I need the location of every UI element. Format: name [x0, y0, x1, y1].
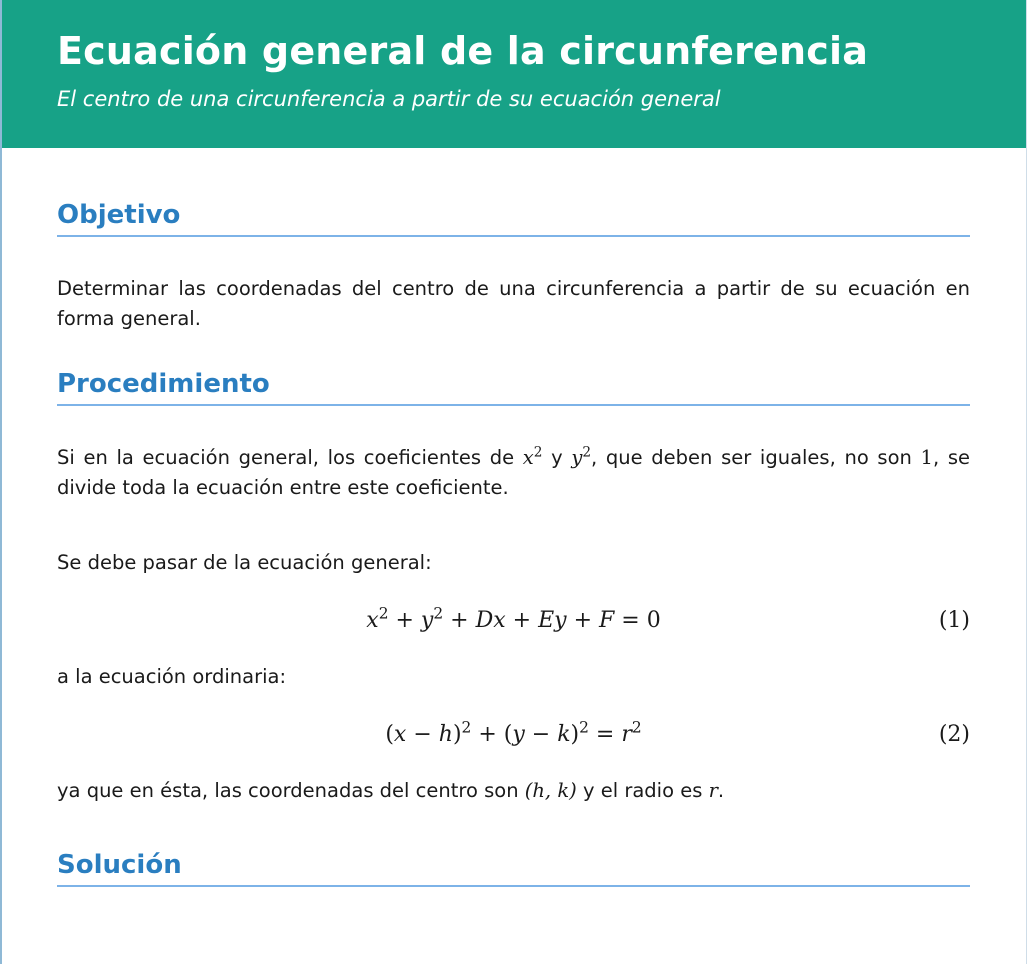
heading-objetivo: Objetivo — [57, 198, 970, 237]
equation-general-body: $x^2 + y^2 + Dx + Ey + F = 0$ — [366, 604, 661, 633]
page-title: Ecuación general de la circunferencia — [57, 29, 869, 73]
equation-number-2: (2) — [938, 722, 970, 747]
equation-number-1: (1) — [938, 608, 970, 633]
procedimiento-paragraph-4: ya que en ésta, las coordenadas del centro son (h, k) y el radio es r. — [57, 779, 725, 802]
procedimiento-paragraph-2: Se debe pasar de la ecuación general: — [57, 551, 432, 574]
heading-solucion: Solución — [57, 848, 970, 887]
equation-ordinaria — [57, 715, 970, 755]
procedimiento-paragraph-1: Si en la ecuación general, los coeficientes de $x^2$ y $y^2$, que deben ser iguales, no son 1, se divide toda la ecuación entre este coeficiente. — [57, 444, 970, 499]
content — [2, 148, 1026, 887]
title-banner — [2, 0, 1026, 148]
equation-general — [57, 601, 970, 641]
heading-procedimiento: Procedimiento — [57, 367, 970, 406]
procedimiento-paragraph-3: a la ecuación ordinaria: — [57, 665, 287, 688]
equation-ordinaria-body: $(x - h)^2 + (y - k)^2 = r^2$ — [385, 718, 642, 747]
page-subtitle: El centro de una circunferencia a partir de su ecuación general — [57, 87, 721, 111]
objetivo-text: Determinar las coordenadas del centro de una circunferencia a partir de su ecuación en forma general. — [57, 277, 970, 330]
